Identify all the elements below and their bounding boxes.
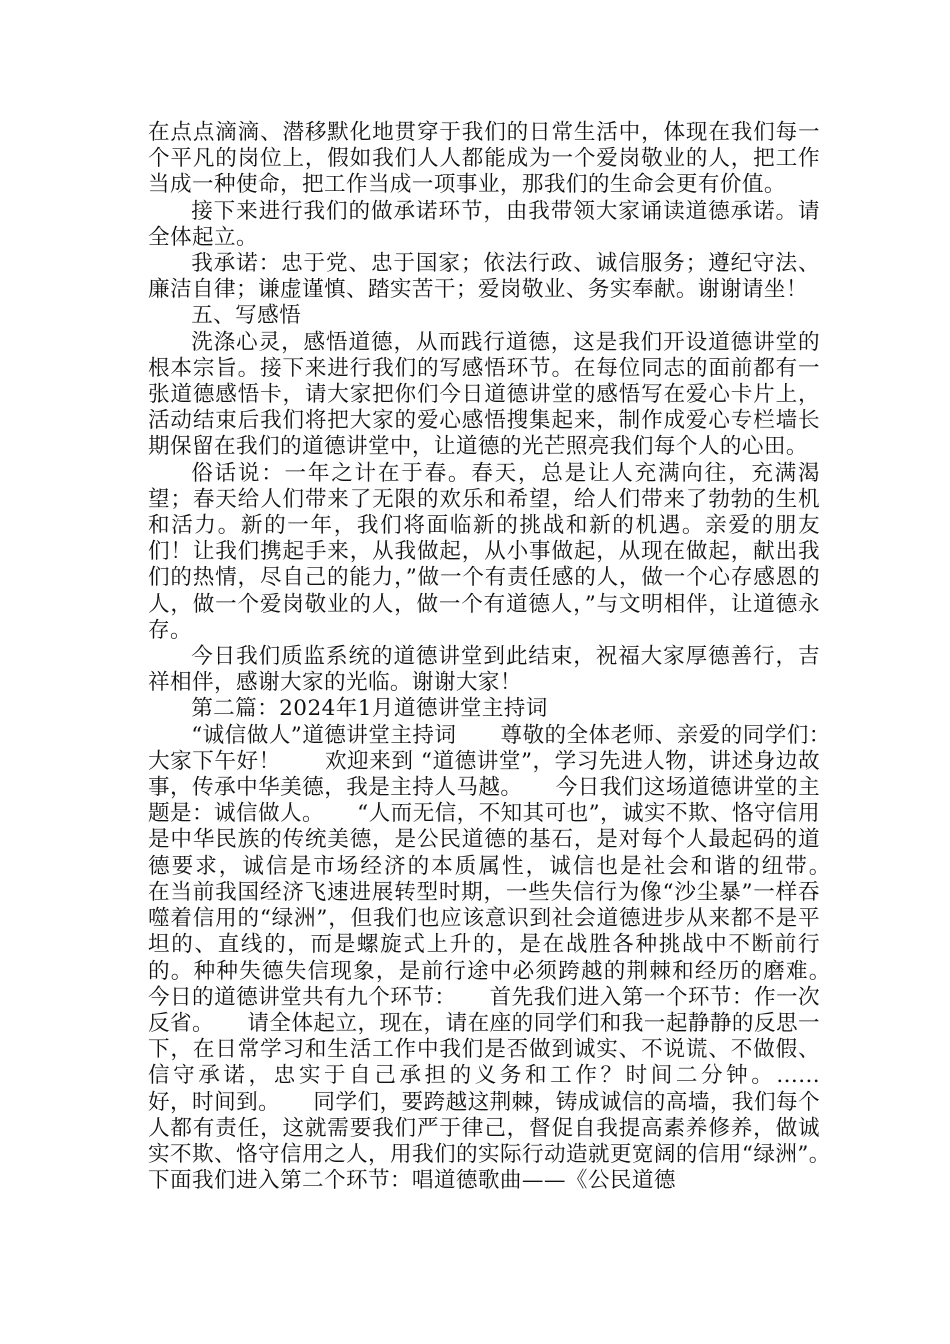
paragraph-commitment-intro: 接下来进行我们的做承诺环节，由我带领大家诵读道德承诺。请全体起立。 xyxy=(148,198,820,250)
section-heading-write-reflection: 五、写感悟 xyxy=(191,303,302,329)
paragraph-continuation: 在点点滴滴、潜移默化地贯穿于我们的日常生活中，体现在我们每一个平凡的岗位上，假如我们人人都能成为一个爱岗敬业的人，把工作当成一种使命，把工作当成一项事业，那我们的生命会更有价值。 xyxy=(148,120,820,198)
paragraph-spring-saying: 俗话说：一年之计在于春。春天，总是让人充满向往，充满渴望；春天给人们带来了无限的欢乐和希望，给人们带来了勃勃的生机和活力。新的一年，我们将面临新的挑战和新的机遇。亲爱的朋友们！让我们携起手来，从我做起，从小事做起，从现在做起，献出我们的热情，尽自己的能力，”做一个有责任感的人，做一个心存感恩的人，做一个爱岗敬业的人，做一个有道德人，”与文明相伴，让道德永存。 xyxy=(148,460,820,643)
document-body xyxy=(148,120,864,1194)
paragraph-commitment-pledge: 我承诺：忠于党、忠于国家；依法行政、诚信服务；遵纪守法、廉洁自律；谦虚谨慎、踏实苦干；爱岗敬业、务实奉献。谢谢请坐！ xyxy=(148,251,820,303)
article-heading-part-two: 第二篇：2024年1月道德讲堂主持词 xyxy=(191,696,548,722)
paragraph-closing: 今日我们质监系统的道德讲堂到此结束，祝福大家厚德善行，吉祥相伴，感谢大家的光临。谢谢大家！ xyxy=(148,644,820,696)
paragraph-reflection: 洗涤心灵，感悟道德，从而践行道德，这是我们开设道德讲堂的根本宗旨。接下来进行我们的写感悟环节。在每位同志的面前都有一张道德感悟卡，请大家把你们今日道德讲堂的感悟写在爱心卡片上，活动结束后我们将把大家的爱心感悟搜集起来，制作成爱心专栏墙长期保留在我们的道德讲堂中，让道德的光芒照亮我们每个人的心田。 xyxy=(148,329,820,460)
paragraph-integrity-script: “诚信做人”道德讲堂主持词 尊敬的全体老师、亲爱的同学们： 大家下午好！ 欢迎来到 “道德讲堂”，学习先进人物，讲述身边故事，传承中华美德，我是主持人马越。 今日我们这场道德讲堂的主题是：诚信做人。 “人而无信，不知其可也”，诚实不欺、恪守信用是中华民族的传统美德，是公民道德的基石，是对每个人最起码的道德要求，诚信是市场经济的本质属性，诚信也是社会和谐的纽带。 在当前我国经济飞速进展转型时期，一些失信行为像“沙尘暴”一样吞噬着信用的“绿洲”，但我们也应该意识到社会道德进步从来都不是平坦的、直线的，而是螺旋式上升的，是在战胜各种挑战中不断前行的。种种失德失信现象，是前行途中必须跨越的荆棘和经历的磨难。 今日的道德讲堂共有九个环节： 首先我们进入第一个环节：作一次反省。 请全体起立，现在，请在座的同学们和我一起静静的反思一下，在日常学习和生活工作中我们是否做到诚实、不说谎、不做假、信守承诺，忠实于自己承担的义务和工作？时间二分钟。...... 好，时间到。 同学们，要跨越这荆棘，铸成诚信的高墙，我们每个人都有责任，这就需要我们严于律己，督促自我提高素养修养，做诚实不欺、恪守信用之人，用我们的实际行动造就更宽阔的信用“绿洲”。 下面我们进入第二个环节：唱道德歌曲——《公民道德 xyxy=(148,722,864,1194)
